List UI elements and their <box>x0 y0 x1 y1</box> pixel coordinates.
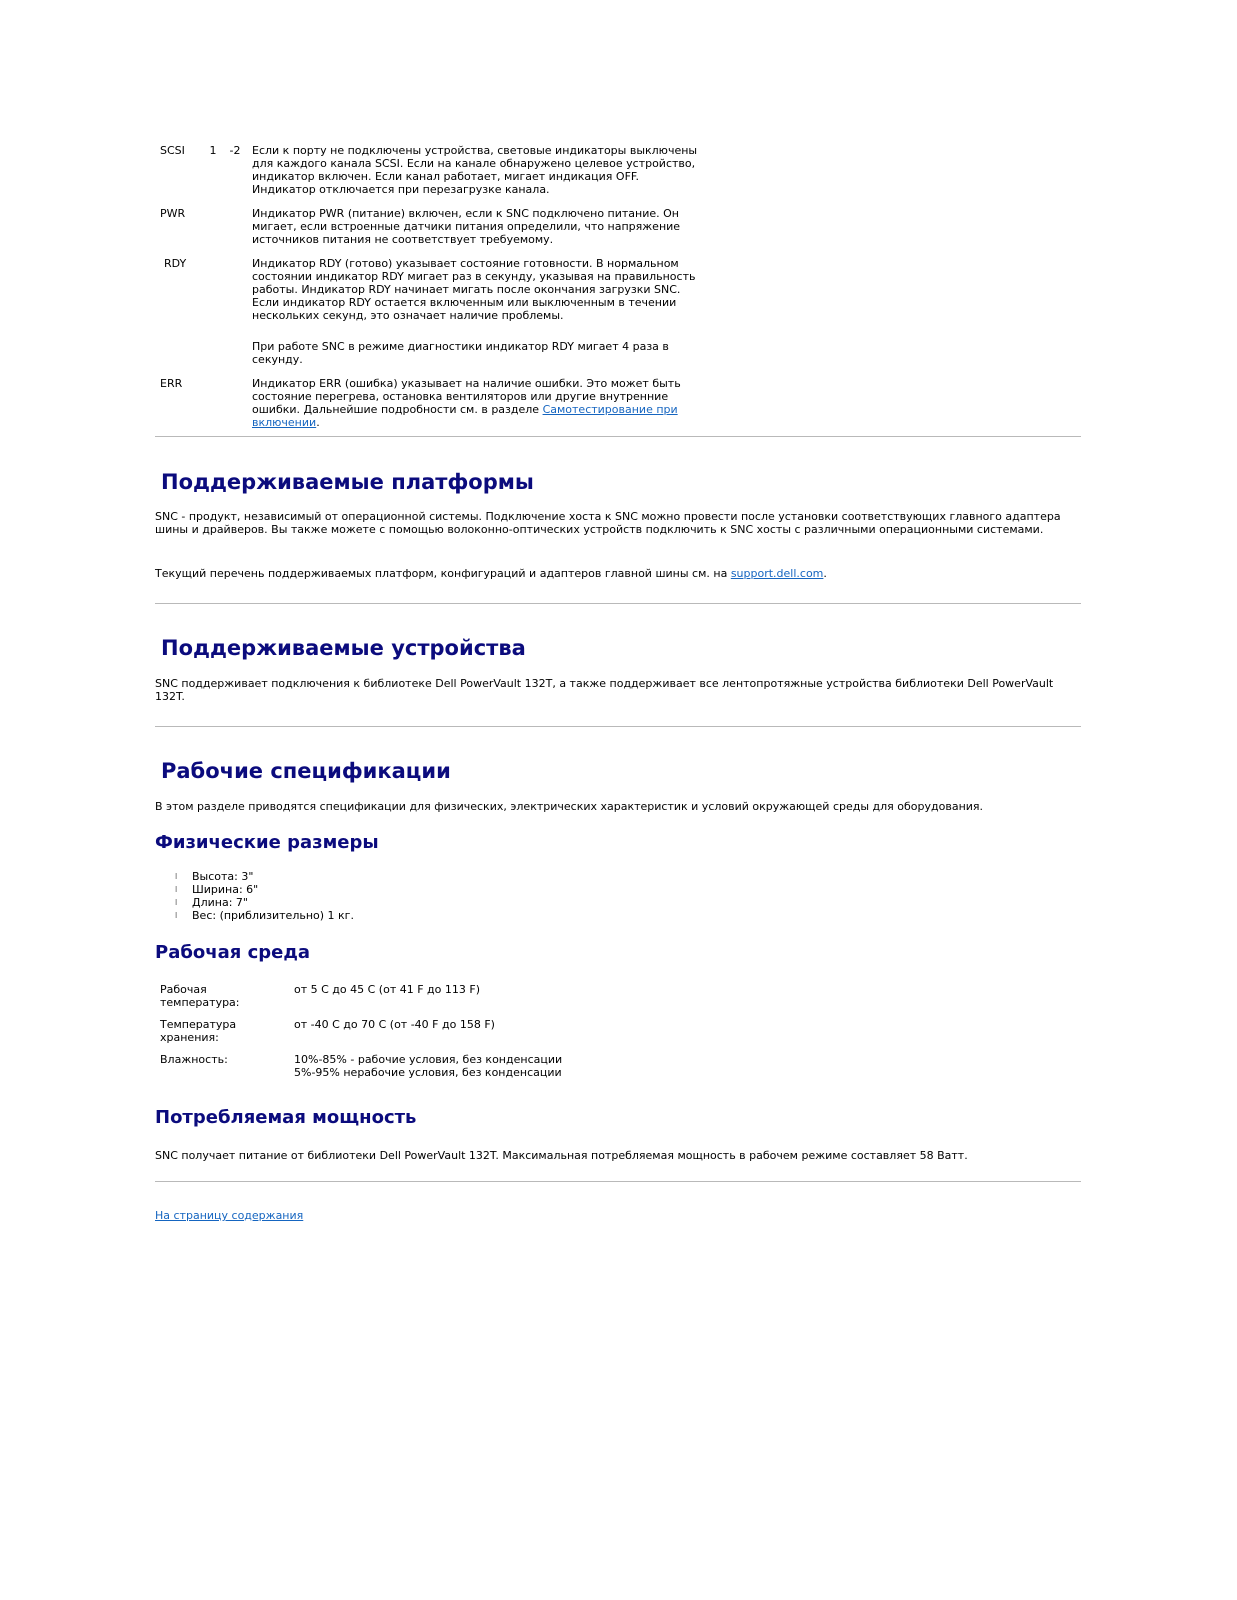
env-value-cell <box>289 1053 699 1088</box>
indicator-table <box>155 144 710 429</box>
list-item: l Вес: (приблизительно) 1 кг. <box>175 909 354 922</box>
indicator-name: ERR <box>160 377 183 390</box>
indicator-description-tail: . <box>316 416 320 429</box>
platforms-heading: Поддерживаемые платформы <box>161 470 534 494</box>
dimensions-list <box>175 870 354 922</box>
indicator-row-pwr <box>155 207 710 257</box>
self-test-link[interactable]: Самотестирование при включении <box>252 403 678 429</box>
indicator-description-cell <box>247 377 710 429</box>
section-divider <box>155 726 1081 727</box>
list-item: l Длина: 7" <box>175 896 354 909</box>
power-paragraph: SNC получает питание от библиотеки Dell PowerVault 132T. Максимальная потребляемая мощность в рабочем режиме составляет 58 Ватт. <box>155 1149 968 1162</box>
env-value: от -40 C до 70 C (от -40 F до 158 F) <box>294 1018 495 1031</box>
indicator-row-rdy <box>155 257 710 377</box>
indicator-description: Если к порту не подключены устройства, световые индикаторы выключены для каждого канала SCSI. Если на канале обнаружено целевое устройство, индикатор включен. Если канал работает, мигает индикация OFF. Индикатор отключается при перезагрузке канала. <box>252 144 698 196</box>
toc-paragraph <box>155 1209 1081 1222</box>
platforms-list-text: Текущий перечень поддерживаемых платформ, конфигураций и адаптеров главной шины см. на <box>155 567 731 580</box>
platforms-list-tail: . <box>823 567 827 580</box>
indicator-description: Индикатор ERR (ошибка) указывает на наличие ошибки. Это может быть состояние перегрева, остановка вентиляторов или другие внутренние ошибки. Дальнейшие подробности см. в разделе <box>252 377 681 416</box>
section-divider <box>155 436 1081 437</box>
env-label: Рабочая температура: <box>160 983 240 1009</box>
indicator-name: SCSI <box>160 144 185 157</box>
indicator-description: Индикатор PWR (питание) включен, если к SNC подключено питание. Он мигает, если встроенные датчики питания определили, что напряжение источников питания не соответствует требуемому. <box>252 207 681 246</box>
list-item: l Высота: 3" <box>175 870 354 883</box>
indicator-description: Индикатор RDY (готово) указывает состояние готовности. В нормальном состоянии индикатор RDY мигает раз в секунду, указывая на правильность работы. Индикатор RDY начинает мигать после окончания загрузки SNC. Если индикатор RDY остается включенным или выключенным в течении нескольких секунд, это означает наличие проблемы. <box>252 257 696 322</box>
indicator-channel-2: -2 <box>229 144 241 157</box>
env-value: от 5 C до 45 C (от 41 F до 113 F) <box>294 983 480 996</box>
indicator-row-scsi <box>155 144 710 207</box>
env-label: Температура хранения: <box>160 1018 237 1044</box>
support-link[interactable]: support.dell.com <box>730 567 824 580</box>
indicator-name: RDY <box>164 257 187 270</box>
table-row <box>155 1018 699 1053</box>
platforms-paragraph: SNC - продукт, независимый от операционной системы. Подключение хоста к SNC можно провести после установки соответствующих главного адаптера шины и драйверов. Вы также можете с помощью волоконно-оптических устройств подключить к SNC хосты с различными операционными системами. <box>155 510 1061 536</box>
table-row <box>155 1053 699 1088</box>
indicator-name: PWR <box>160 207 186 220</box>
section-divider <box>155 603 1081 604</box>
indicator-description-diagnostic: При работе SNC в режиме диагностики индикатор RDY мигает 4 раза в секунду. <box>252 340 669 366</box>
env-label: Влажность: <box>160 1053 228 1066</box>
indicator-channel-1: 1 <box>209 144 217 157</box>
devices-heading: Поддерживаемые устройства <box>161 636 526 660</box>
devices-paragraph: SNC поддерживает подключения к библиотеке Dell PowerVault 132T, а также поддерживает все лентопротяжные устройства библиотеки Dell PowerVault 132T. <box>155 677 1054 703</box>
toc-link[interactable]: На страницу содержания <box>155 1209 304 1222</box>
platforms-list-paragraph <box>155 567 1081 580</box>
list-item: l Ширина: 6" <box>175 883 354 896</box>
environment-table <box>155 983 699 1088</box>
power-heading: Потребляемая мощность <box>155 1107 417 1128</box>
specs-intro: В этом разделе приводятся спецификации для физических, электрических характеристик и условий окружающей среды для оборудования. <box>155 800 984 813</box>
table-row <box>155 983 699 1018</box>
environment-heading: Рабочая среда <box>155 942 311 963</box>
indicator-description-cell <box>247 257 710 377</box>
env-value-secondary: 5%-95% нерабочие условия, без конденсации <box>294 1066 562 1079</box>
indicator-row-err <box>155 377 710 429</box>
dimensions-heading: Физические размеры <box>155 832 379 853</box>
env-value: 10%-85% - рабочие условия, без конденсации <box>294 1053 563 1066</box>
specs-heading: Рабочие спецификации <box>161 759 451 783</box>
section-divider <box>155 1181 1081 1182</box>
